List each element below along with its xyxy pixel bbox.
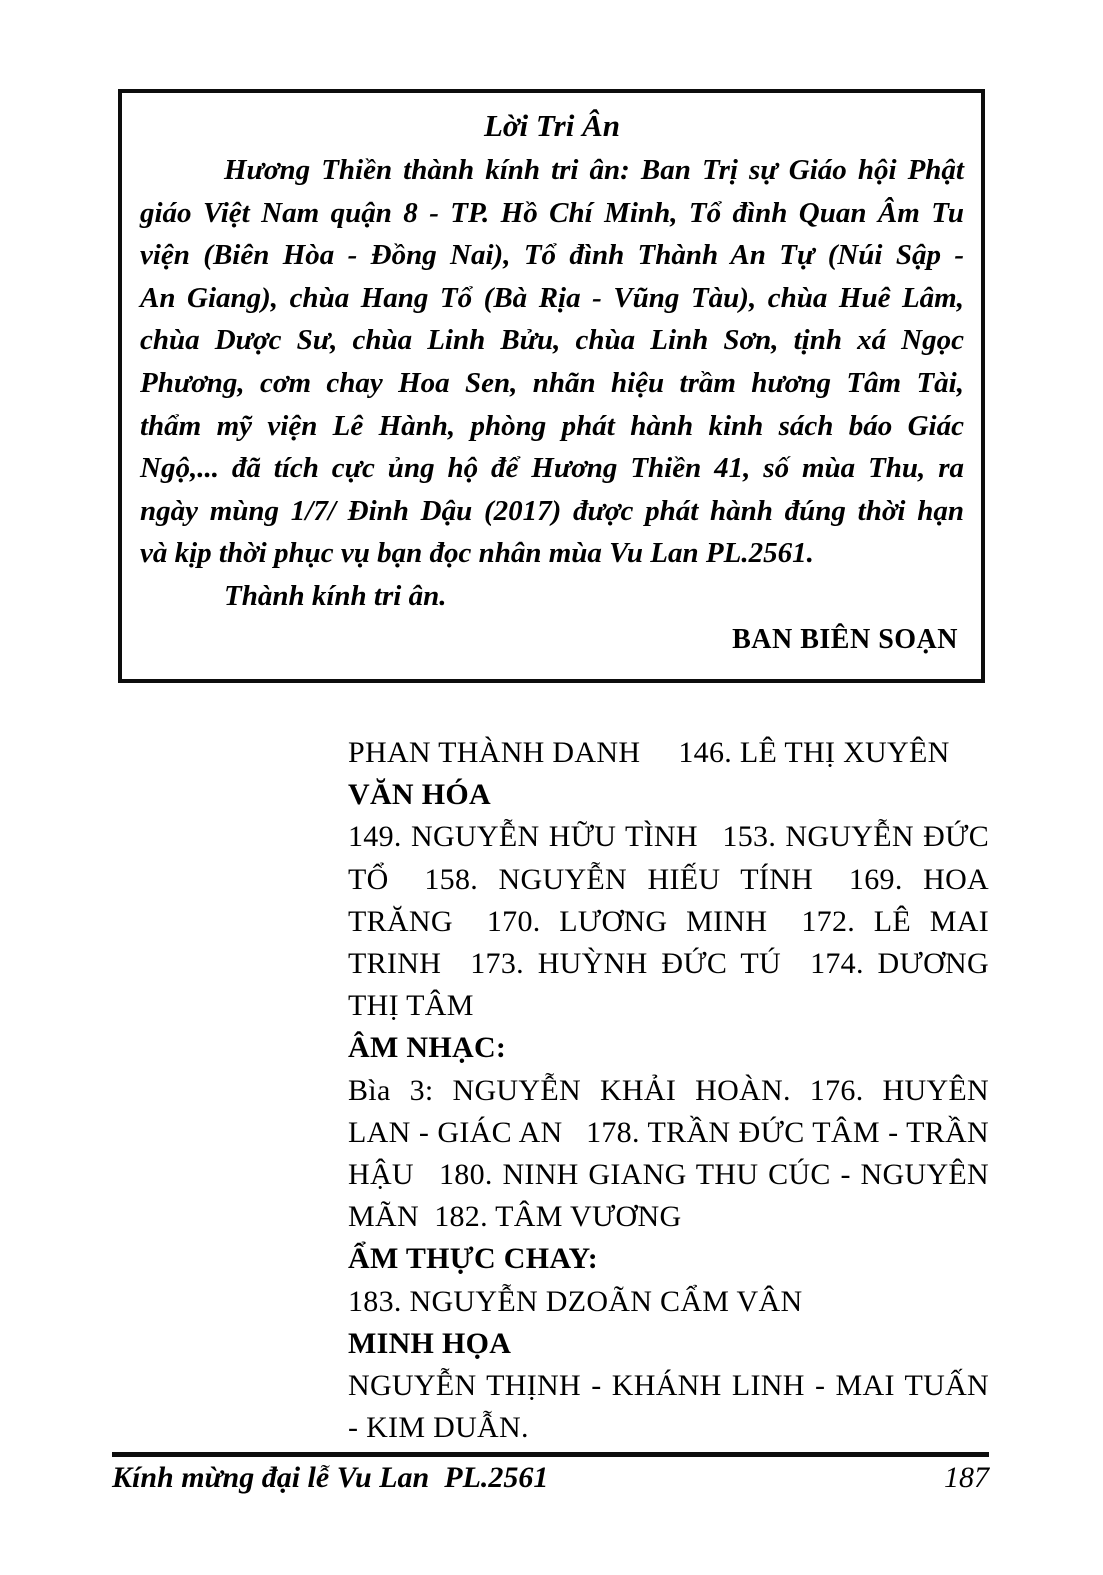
contents-line: NGUYỄN THỊNH - KHÁNH LINH - MAI TUẤN: [348, 1369, 989, 1403]
contents-line: - KIM DUẪN.: [348, 1411, 529, 1445]
acknowledgment-paragraph: [140, 149, 964, 618]
acknowledgment-title: Lời Tri Ân: [483, 108, 621, 143]
acknowledgment-line: An Giang), chùa Hang Tổ (Bà Rịa - Vũng Tàu), chùa Huê Lâm,: [140, 281, 964, 314]
contents-line: MÃN 182. TÂM VƯƠNG: [348, 1200, 682, 1234]
footer-journal-title: Kính mừng đại lễ Vu Lan PL.2561: [112, 1461, 549, 1494]
footer-page-number: 187: [944, 1461, 989, 1494]
contents-line: THỊ TÂM: [348, 989, 474, 1023]
contents-line-heading: MINH HỌA: [348, 1326, 512, 1360]
acknowledgment-line: Thành kính tri ân.: [224, 579, 447, 612]
acknowledgment-line: và kịp thời phục vụ bạn đọc nhân mùa Vu Lan PL.2561.: [140, 537, 814, 570]
acknowledgment-line: viện (Biên Hòa - Đồng Nai), Tổ đình Thành An Tự (Núi Sập -: [140, 239, 964, 272]
contents-line: 183. NGUYỄN DZOÃN CẨM VÂN: [348, 1284, 803, 1318]
acknowledgment-line: Ngộ,... đã tích cực ủng hộ để Hương Thiền 41, số mùa Thu, ra: [140, 452, 964, 485]
acknowledgment-line: chùa Dược Sư, chùa Linh Bửu, chùa Linh Sơn, tịnh xá Ngọc: [140, 324, 964, 357]
contents-list: [348, 732, 989, 1449]
footer-rule: [112, 1452, 989, 1457]
contents-line: HẬU 180. NINH GIANG THU CÚC - NGUYÊN: [348, 1158, 989, 1192]
contents-line: PHAN THÀNH DANH 146. LÊ THỊ XUYÊN: [348, 736, 950, 769]
contents-line-heading: VĂN HÓA: [348, 778, 491, 812]
acknowledgment-box: [118, 89, 985, 683]
acknowledgment-line: giáo Việt Nam quận 8 - TP. Hồ Chí Minh, Tổ đình Quan Âm Tu: [140, 196, 964, 229]
contents-line: LAN - GIÁC AN 178. TRẦN ĐỨC TÂM - TRẦN: [348, 1115, 989, 1149]
contents-line-heading: ÂM NHẠC:: [348, 1031, 507, 1065]
contents-line: TRĂNG 170. LƯƠNG MINH 172. LÊ MAI: [348, 904, 989, 938]
editorial-board-signature: BAN BIÊN SOẠN: [732, 623, 958, 655]
contents-line-heading: ẨM THỰC CHAY:: [348, 1242, 599, 1276]
contents-line: TỔ 158. NGUYỄN HIẾU TÍNH 169. HOA: [348, 862, 989, 896]
acknowledgment-line: Phương, cơm chay Hoa Sen, nhãn hiệu trầm hương Tâm Tài,: [140, 366, 964, 399]
contents-line: 149. NGUYỄN HỮU TÌNH 153. NGUYỄN ĐỨC: [348, 820, 989, 854]
acknowledgment-line: Hương Thiền thành kính tri ân: Ban Trị sự Giáo hội Phật: [224, 154, 964, 186]
contents-line: TRINH 173. HUỲNH ĐỨC TÚ 174. DƯƠNG: [348, 947, 989, 981]
footer: [112, 1461, 989, 1495]
acknowledgment-line: thẩm mỹ viện Lê Hành, phòng phát hành kinh sách báo Giác: [140, 409, 964, 442]
contents-line: Bìa 3: NGUYỄN KHẢI HOÀN. 176. HUYÊN: [348, 1073, 989, 1107]
acknowledgment-line: ngày mùng 1/7/ Đinh Dậu (2017) được phát hành đúng thời hạn: [140, 494, 964, 527]
